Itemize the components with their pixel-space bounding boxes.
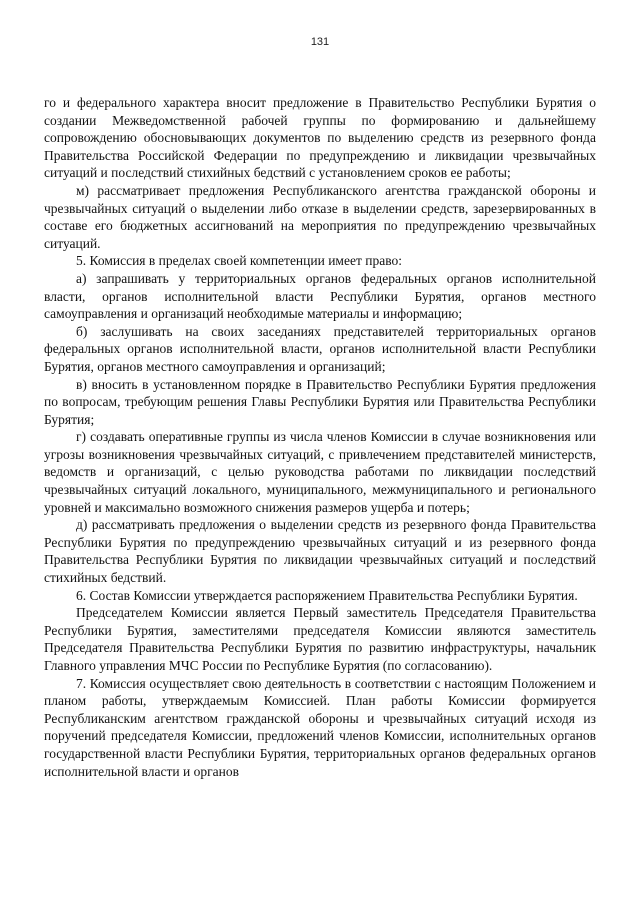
document-body [44,94,596,780]
paragraph-item-a: а) запрашивать у территориальных органов федеральных органов исполнительной власти, органов исполнительной власти Республики Бурятия, органов местного самоуправления и организаций необходимые материалы и информацию; [44,270,596,322]
paragraph-item-d: д) рассматривать предложения о выделении средств из резервного фонда Правительства Республики Бурятия по предупреждению чрезвычайных ситуаций и из резервного фонда Правительства Республики Бурятия по ликвидации чрезвычайных ситуаций и последствий стихийных бедствий. [44,517,596,586]
paragraph-continuation: го и федерального характера вносит предложение в Правительство Республики Бурятия о создании Межведомственной рабочей группы по формированию и дальнейшему сопровождению обосновывающих документов по выделению средств из резервного фонда Правительства Российской Федерации по предупреждению и ликвидации чрезвычайных ситуаций и последствий стихийных бедствий с установлением сроков ее работы; [44,95,596,181]
paragraph-item-m: м) рассматривает предложения Республиканского агентства гражданской обороны и чрезвычайных ситуаций о выделении либо отказе в выделении средств, зарезервированных в составе его бюджетных ассигнований на мероприятия по предупреждению чрезвычайных ситуаций. [44,182,596,251]
paragraph-section-6: 6. Состав Комиссии утверждается распоряжением Правительства Республики Бурятия. [76,587,578,603]
paragraph-item-v: в) вносить в установленном порядке в Правительство Республики Бурятия предложения по вопросам, требующим решения Главы Республики Бурятия или Правительства Республики Бурятия; [44,376,596,427]
paragraph-item-g: г) создавать оперативные группы из числа членов Комиссии в случае возникновения или угрозы возникновения чрезвычайных ситуаций, с привлечением представителей министерств, ведомств и организаций, с целью руководства работами по ликвидации последствий чрезвычайных ситуаций локального, муниципального, межмуниципального и регионального уровней и максимально возможного снижения размеров ущерба и потерь; [44,429,596,515]
paragraph-item-b: б) заслушивать на своих заседаниях представителей территориальных органов федеральных органов исполнительной власти, органов исполнительной власти Республики Бурятия, органов местного самоуправления и организаций; [44,323,596,374]
page-number: 131 [310,36,330,48]
paragraph-section-5: 5. Комиссия в пределах своей компетенции имеет право: [76,253,402,269]
paragraph-section-7: 7. Комиссия осуществляет свою деятельность в соответствии с настоящим Положением и планом работы, утверждаемым Комиссией. План работы Комиссии формируется Республиканским агентством гражданской обороны и чрезвычайных ситуаций исходя из поручений председателя Комиссии, предложений членов Комиссии, исполнительных органов государственной власти Республики Бурятия, территориальных органов федеральных органов исполнительной власти и органов [44,675,596,779]
paragraph-chairman: Председателем Комиссии является Первый заместитель Председателя Правительства Республики Бурятия, заместителями председателя Комиссии являются заместитель Председателя Правительства Республики Бурятия по развитию инфраструктуры, начальник Главного управления МЧС России по Республике Бурятия (по согласованию). [44,605,596,673]
